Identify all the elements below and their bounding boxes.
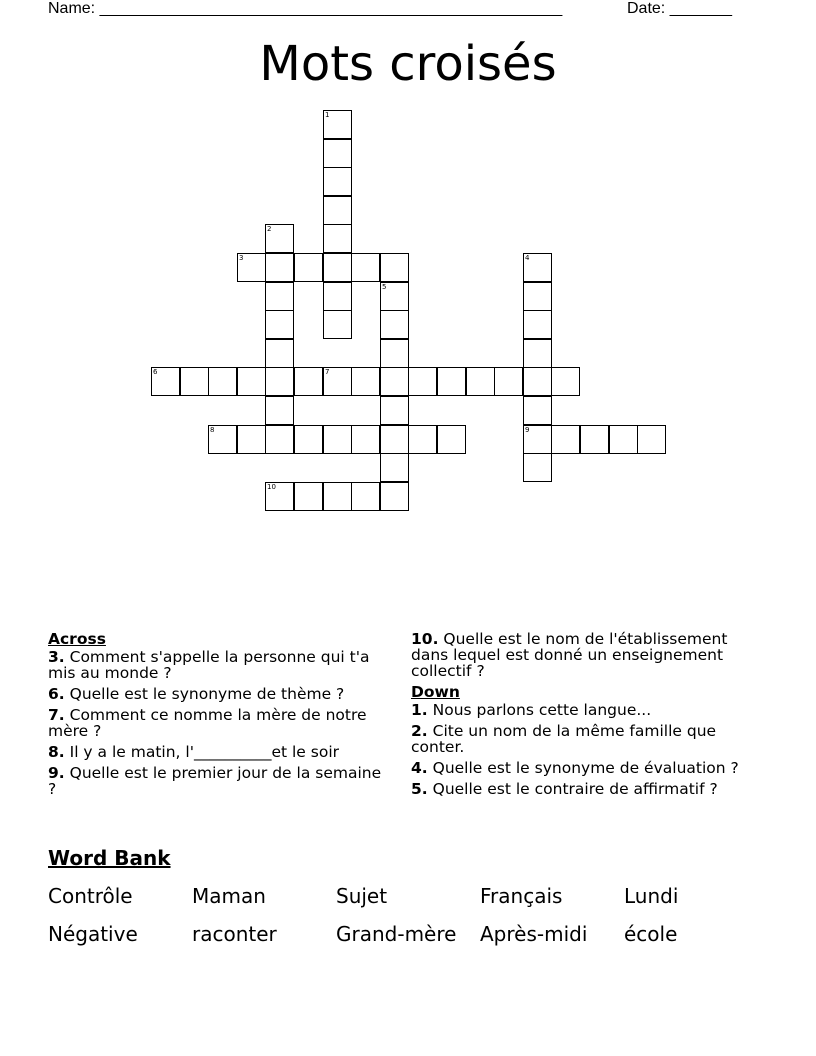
grid-cell[interactable] — [380, 253, 409, 282]
grid-cell[interactable] — [265, 339, 294, 368]
grid-cell[interactable] — [323, 425, 352, 454]
clue-text: Cite un nom de la même famille que conter. — [411, 722, 717, 756]
grid-cell[interactable] — [208, 425, 237, 454]
clue-text: Il y a le matin, l'__________et le soir — [69, 743, 339, 761]
clue-number-label: 9 — [525, 426, 530, 434]
grid-cell[interactable] — [323, 139, 352, 168]
clue-across-6 — [48, 686, 388, 702]
grid-cell[interactable] — [351, 482, 380, 511]
clue-down-5 — [411, 781, 756, 797]
clue-number-label: 4 — [525, 254, 530, 262]
clue-number: 7. — [48, 706, 65, 724]
grid-cell[interactable] — [609, 425, 638, 454]
grid-cell[interactable] — [323, 310, 352, 339]
grid-cell[interactable] — [237, 253, 266, 282]
grid-cell[interactable] — [523, 339, 552, 368]
word-bank-word: Français — [480, 884, 563, 908]
clue-across-10 — [411, 631, 756, 679]
clue-down-1 — [411, 702, 756, 718]
grid-cell[interactable] — [237, 425, 266, 454]
grid-cell[interactable] — [637, 425, 666, 454]
word-bank-title: Word Bank — [48, 846, 171, 870]
word-bank-word: Négative — [48, 922, 138, 946]
clue-number-label: 5 — [382, 283, 387, 291]
grid-cell[interactable] — [408, 425, 437, 454]
word-bank-word: Grand-mère — [336, 922, 457, 946]
grid-cell[interactable] — [294, 425, 323, 454]
word-bank-word: école — [624, 922, 678, 946]
grid-cell[interactable] — [494, 367, 523, 396]
grid-cell[interactable] — [380, 453, 409, 482]
grid-cell[interactable] — [351, 425, 380, 454]
clue-across-3 — [48, 649, 388, 681]
clue-text: Comment ce nomme la mère de notre mère ? — [48, 706, 367, 740]
page-title: Mots croisés — [259, 36, 557, 92]
grid-cell[interactable] — [294, 367, 323, 396]
grid-cell[interactable] — [323, 110, 352, 139]
clue-text: Quelle est le premier jour de la semaine ? — [48, 764, 382, 798]
grid-cell[interactable] — [437, 367, 466, 396]
word-bank-word: Maman — [192, 884, 266, 908]
grid-cell[interactable] — [323, 196, 352, 225]
clue-across-7 — [48, 707, 388, 739]
grid-cell[interactable] — [265, 367, 294, 396]
clues-column-right — [411, 631, 756, 802]
clue-across-9 — [48, 765, 388, 797]
clue-number-label: 1 — [325, 111, 330, 119]
clue-number-label: 2 — [267, 225, 272, 233]
grid-cell[interactable] — [380, 396, 409, 425]
grid-cell[interactable] — [380, 339, 409, 368]
clue-number-label: 3 — [239, 254, 244, 262]
grid-cell[interactable] — [380, 310, 409, 339]
clue-number-label: 7 — [325, 368, 330, 376]
date-field-label: Date: _______ — [627, 0, 732, 17]
grid-cell[interactable] — [408, 367, 437, 396]
grid-cell[interactable] — [265, 224, 294, 253]
grid-cell[interactable] — [265, 396, 294, 425]
grid-cell[interactable] — [180, 367, 209, 396]
grid-cell[interactable] — [523, 310, 552, 339]
clue-number-label: 10 — [267, 483, 276, 491]
grid-cell[interactable] — [523, 425, 552, 454]
clue-number: 9. — [48, 764, 65, 782]
grid-cell[interactable] — [323, 367, 352, 396]
grid-cell[interactable] — [580, 425, 609, 454]
grid-cell[interactable] — [265, 425, 294, 454]
across-heading: Across — [48, 630, 106, 648]
clue-number: 8. — [48, 743, 65, 761]
grid-cell[interactable] — [380, 282, 409, 311]
grid-cell[interactable] — [380, 425, 409, 454]
grid-cell[interactable] — [151, 367, 180, 396]
clue-number: 1. — [411, 701, 428, 719]
word-bank-word: Après-midi — [480, 922, 588, 946]
word-bank-word: Lundi — [624, 884, 679, 908]
grid-cell[interactable] — [265, 282, 294, 311]
clue-down-2 — [411, 723, 756, 755]
grid-cell[interactable] — [265, 253, 294, 282]
clue-across-8 — [48, 744, 388, 760]
grid-cell[interactable] — [323, 282, 352, 311]
grid-cell[interactable] — [523, 396, 552, 425]
grid-cell[interactable] — [551, 425, 580, 454]
grid-cell[interactable] — [237, 367, 266, 396]
grid-cell[interactable] — [523, 253, 552, 282]
clue-text: Comment s'appelle la personne qui t'a mis au monde ? — [48, 648, 370, 682]
clue-number-label: 6 — [153, 368, 158, 376]
clue-text: Quelle est le nom de l'établissement dans lequel est donné un enseignement collectif ? — [411, 630, 728, 680]
grid-cell[interactable] — [323, 224, 352, 253]
grid-cell[interactable] — [466, 367, 495, 396]
grid-cell[interactable] — [351, 253, 380, 282]
clue-down-4 — [411, 760, 756, 776]
clue-text: Nous parlons cette langue... — [432, 701, 652, 719]
grid-cell[interactable] — [294, 253, 323, 282]
clue-number: 6. — [48, 685, 65, 703]
clue-text: Quelle est le contraire de affirmatif ? — [432, 780, 718, 798]
grid-cell[interactable] — [323, 167, 352, 196]
clue-number: 5. — [411, 780, 428, 798]
grid-cell[interactable] — [523, 282, 552, 311]
word-bank-word: raconter — [192, 922, 277, 946]
clue-text: Quelle est le synonyme de évaluation ? — [432, 759, 739, 777]
clue-number: 2. — [411, 722, 428, 740]
grid-cell[interactable] — [351, 367, 380, 396]
word-bank-word: Sujet — [336, 884, 388, 908]
grid-cell[interactable] — [265, 482, 294, 511]
grid-cell[interactable] — [437, 425, 466, 454]
clues-column-left — [48, 631, 388, 802]
grid-cell[interactable] — [380, 482, 409, 511]
name-field-label: Name: ____________________________________________________ — [48, 0, 563, 17]
clue-text: Quelle est le synonyme de thème ? — [69, 685, 345, 703]
grid-cell[interactable] — [323, 253, 352, 282]
down-heading: Down — [411, 683, 460, 701]
grid-cell[interactable] — [551, 367, 580, 396]
word-bank-word: Contrôle — [48, 884, 133, 908]
clue-number-label: 8 — [210, 426, 215, 434]
grid-cell[interactable] — [523, 453, 552, 482]
clue-number: 3. — [48, 648, 65, 666]
grid-cell[interactable] — [294, 482, 323, 511]
clue-number: 4. — [411, 759, 428, 777]
grid-cell[interactable] — [523, 367, 552, 396]
grid-cell[interactable] — [208, 367, 237, 396]
grid-cell[interactable] — [265, 310, 294, 339]
clue-number: 10. — [411, 630, 439, 648]
grid-cell[interactable] — [380, 367, 409, 396]
grid-cell[interactable] — [323, 482, 352, 511]
